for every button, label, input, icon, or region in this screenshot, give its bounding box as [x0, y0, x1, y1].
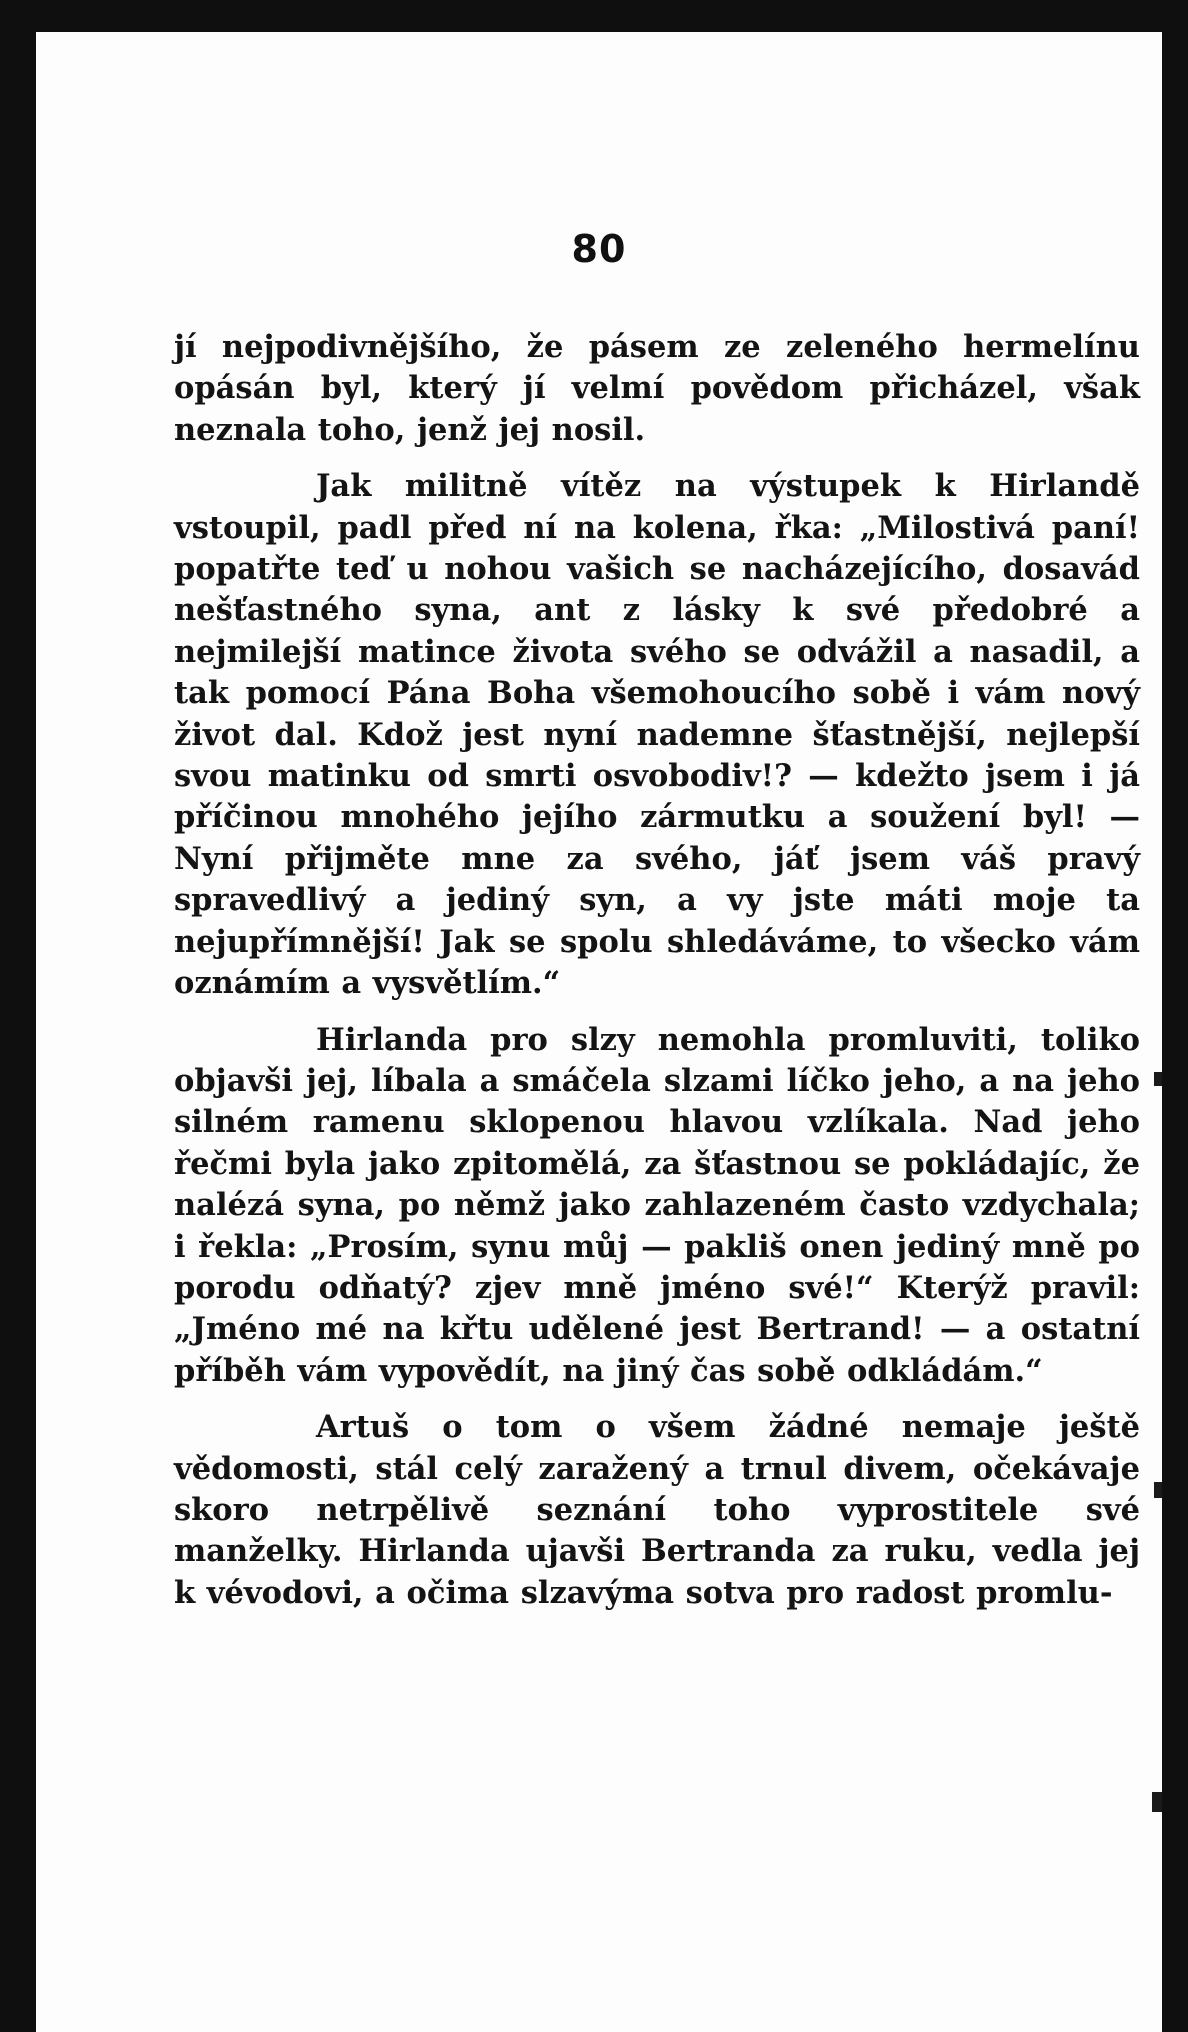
scan-border-left: [0, 0, 36, 2032]
body-text: [174, 327, 1140, 1629]
paragraph-1: jí nejpodivnějšího, že pásem ze zeleného hermelínu opásán byl, který jí velmí povědom přicházel, však neznala toho, jenž jej nosil.: [174, 329, 1140, 448]
scan-speck: [1154, 1482, 1162, 1498]
book-page: [36, 32, 1162, 2032]
paragraph-4: Artuš o tom o všem žádné nemaje ještě vědomosti, stál celý zaražený a trnul divem, očekávaje skoro netrpělivě seznání toho vyprostitele své manželky. Hirlanda ujavši Bertranda za ruku, vedla jej k vévodovi, a očima slzavýma sotva pro radost promlu-: [174, 1409, 1140, 1611]
scan-speck: [1154, 1072, 1162, 1086]
scan-border-right: [1162, 0, 1188, 2032]
paragraph-2: Jak militně vítěz na výstupek k Hirlandě vstoupil, padl před ní na kolena, řka: „Milostivá paní! popatřte teď u nohou vašich se nacházejícího, dosavád nešťastného syna, ant z lásky k své předobré a nejmilejší matince života svého se odvážil a nasadil, a tak pomocí Pána Boha všemohoucího sobě i vám nový život dal. Kdož jest nyní nademne šťastnější, nejlepší svou matinku od smrti osvobodiv!? — kdežto jsem i já příčinou mnohého jejího zármutku a soužení byl! — Nyní přijměte mne za svého, jáť jsem váš pravý spravedlivý a jediný syn, a vy jste máti moje ta nejupřímnější! Jak se spolu shledáváme, to všecko vám oznámím a vysvětlím.“: [174, 468, 1140, 1002]
paragraph-3: Hirlanda pro slzy nemohla promluviti, toliko objavši jej, líbala a smáčela slzami líčko jeho, a na jeho silném ramenu sklopenou hlavou vzlíkala. Nad jeho řečmi byla jako zpitomělá, za šťastnou se pokládajíc, že nalézá syna, po němž jako zahlazeném často vzdychala; i řekla: „Prosím, synu můj — pakliš onen jediný mně po porodu odňatý? zjev mně jméno své!“ Kterýž pravil: „Jméno mé na křtu udělené jest Bertrand! — a ostatní příběh vám vypovědít, na jiný čas sobě odkládám.“: [174, 1021, 1140, 1389]
scan-speck: [1152, 1792, 1162, 1812]
scan-border-top: [0, 0, 1188, 32]
page-number: 80: [571, 227, 627, 271]
